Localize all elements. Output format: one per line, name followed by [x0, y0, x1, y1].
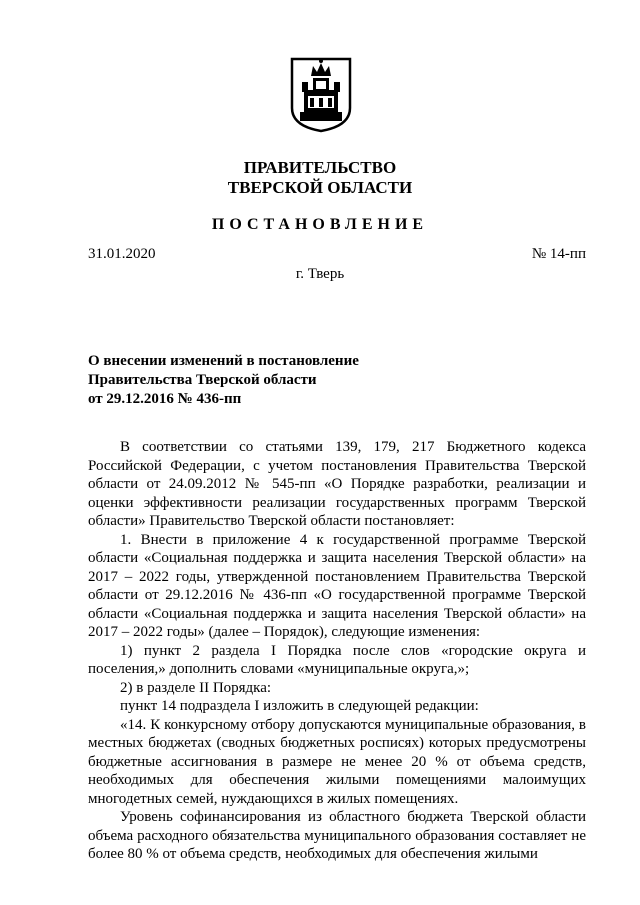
body-paragraph: В соответствии со статьями 139, 179, 217 Бюджетного кодекса Российской Федерации, с учетом постановления Правительства Тверской области от 24.09.2012 № 545-пп «О Порядке разработки, реализации и оценки эффективности реализации государственных программ Тверской области» Правительство Тверской области постановляет:	[88, 439, 586, 529]
document-date: 31.01.2020	[88, 246, 156, 262]
subject-line: О внесении изменений в постановление	[88, 353, 359, 369]
subject-line: Правительства Тверской области	[88, 372, 317, 388]
organization-name-line1: ПРАВИТЕЛЬСТВО	[243, 158, 397, 177]
body-paragraph: пункт 14 подраздела I изложить в следующей редакции:	[120, 698, 479, 714]
coat-of-arms-emblem	[289, 56, 353, 134]
body-paragraph: 1) пункт 2 раздела I Порядка после слов «городские округа и поселения,» дополнить словами «муниципальные округа,»;	[88, 642, 586, 677]
body-paragraph: Уровень софинансирования из областного бюджета Тверской области объема расходного обязательства муниципального образования составляет не более 80 % от объема средств, необходимых для обеспечения жилыми	[88, 809, 586, 862]
subject-line: от 29.12.2016 № 436-пп	[88, 391, 242, 407]
document-number: № 14-пп	[531, 246, 586, 262]
document-body	[88, 438, 586, 864]
document-subject	[88, 352, 359, 409]
body-paragraph: 2) в разделе II Порядка:	[120, 679, 272, 696]
document-type: ПОСТАНОВЛЕНИЕ	[211, 216, 429, 233]
body-paragraph: «14. К конкурсному отбору допускаются муниципальные образования, в местных бюджетах (сводных бюджетных росписях) которых предусмотрены бюджетные ассигнования в размере не менее 20 % от объема средств, необходимых для обеспечения жилыми помещениями малоимущих многодетных семей, нуждающихся в жилых помещениях.	[88, 716, 586, 807]
document-city: г. Тверь	[295, 266, 345, 282]
organization-name-line2: ТВЕРСКОЙ ОБЛАСТИ	[227, 178, 413, 197]
body-paragraph: 1. Внести в приложение 4 к государственной программе Тверской области «Социальная поддержка и защита населения Тверской области» на 2017 – 2022 годы, утвержденной постановлением Правительства Тверской области от 29.12.2016 № 436-пп «О государственной программе Тверской области «Социальная поддержка и защита населения Тверской области» на 2017 – 2022 годы» (далее – Порядок), следующие изменения:	[88, 531, 586, 640]
